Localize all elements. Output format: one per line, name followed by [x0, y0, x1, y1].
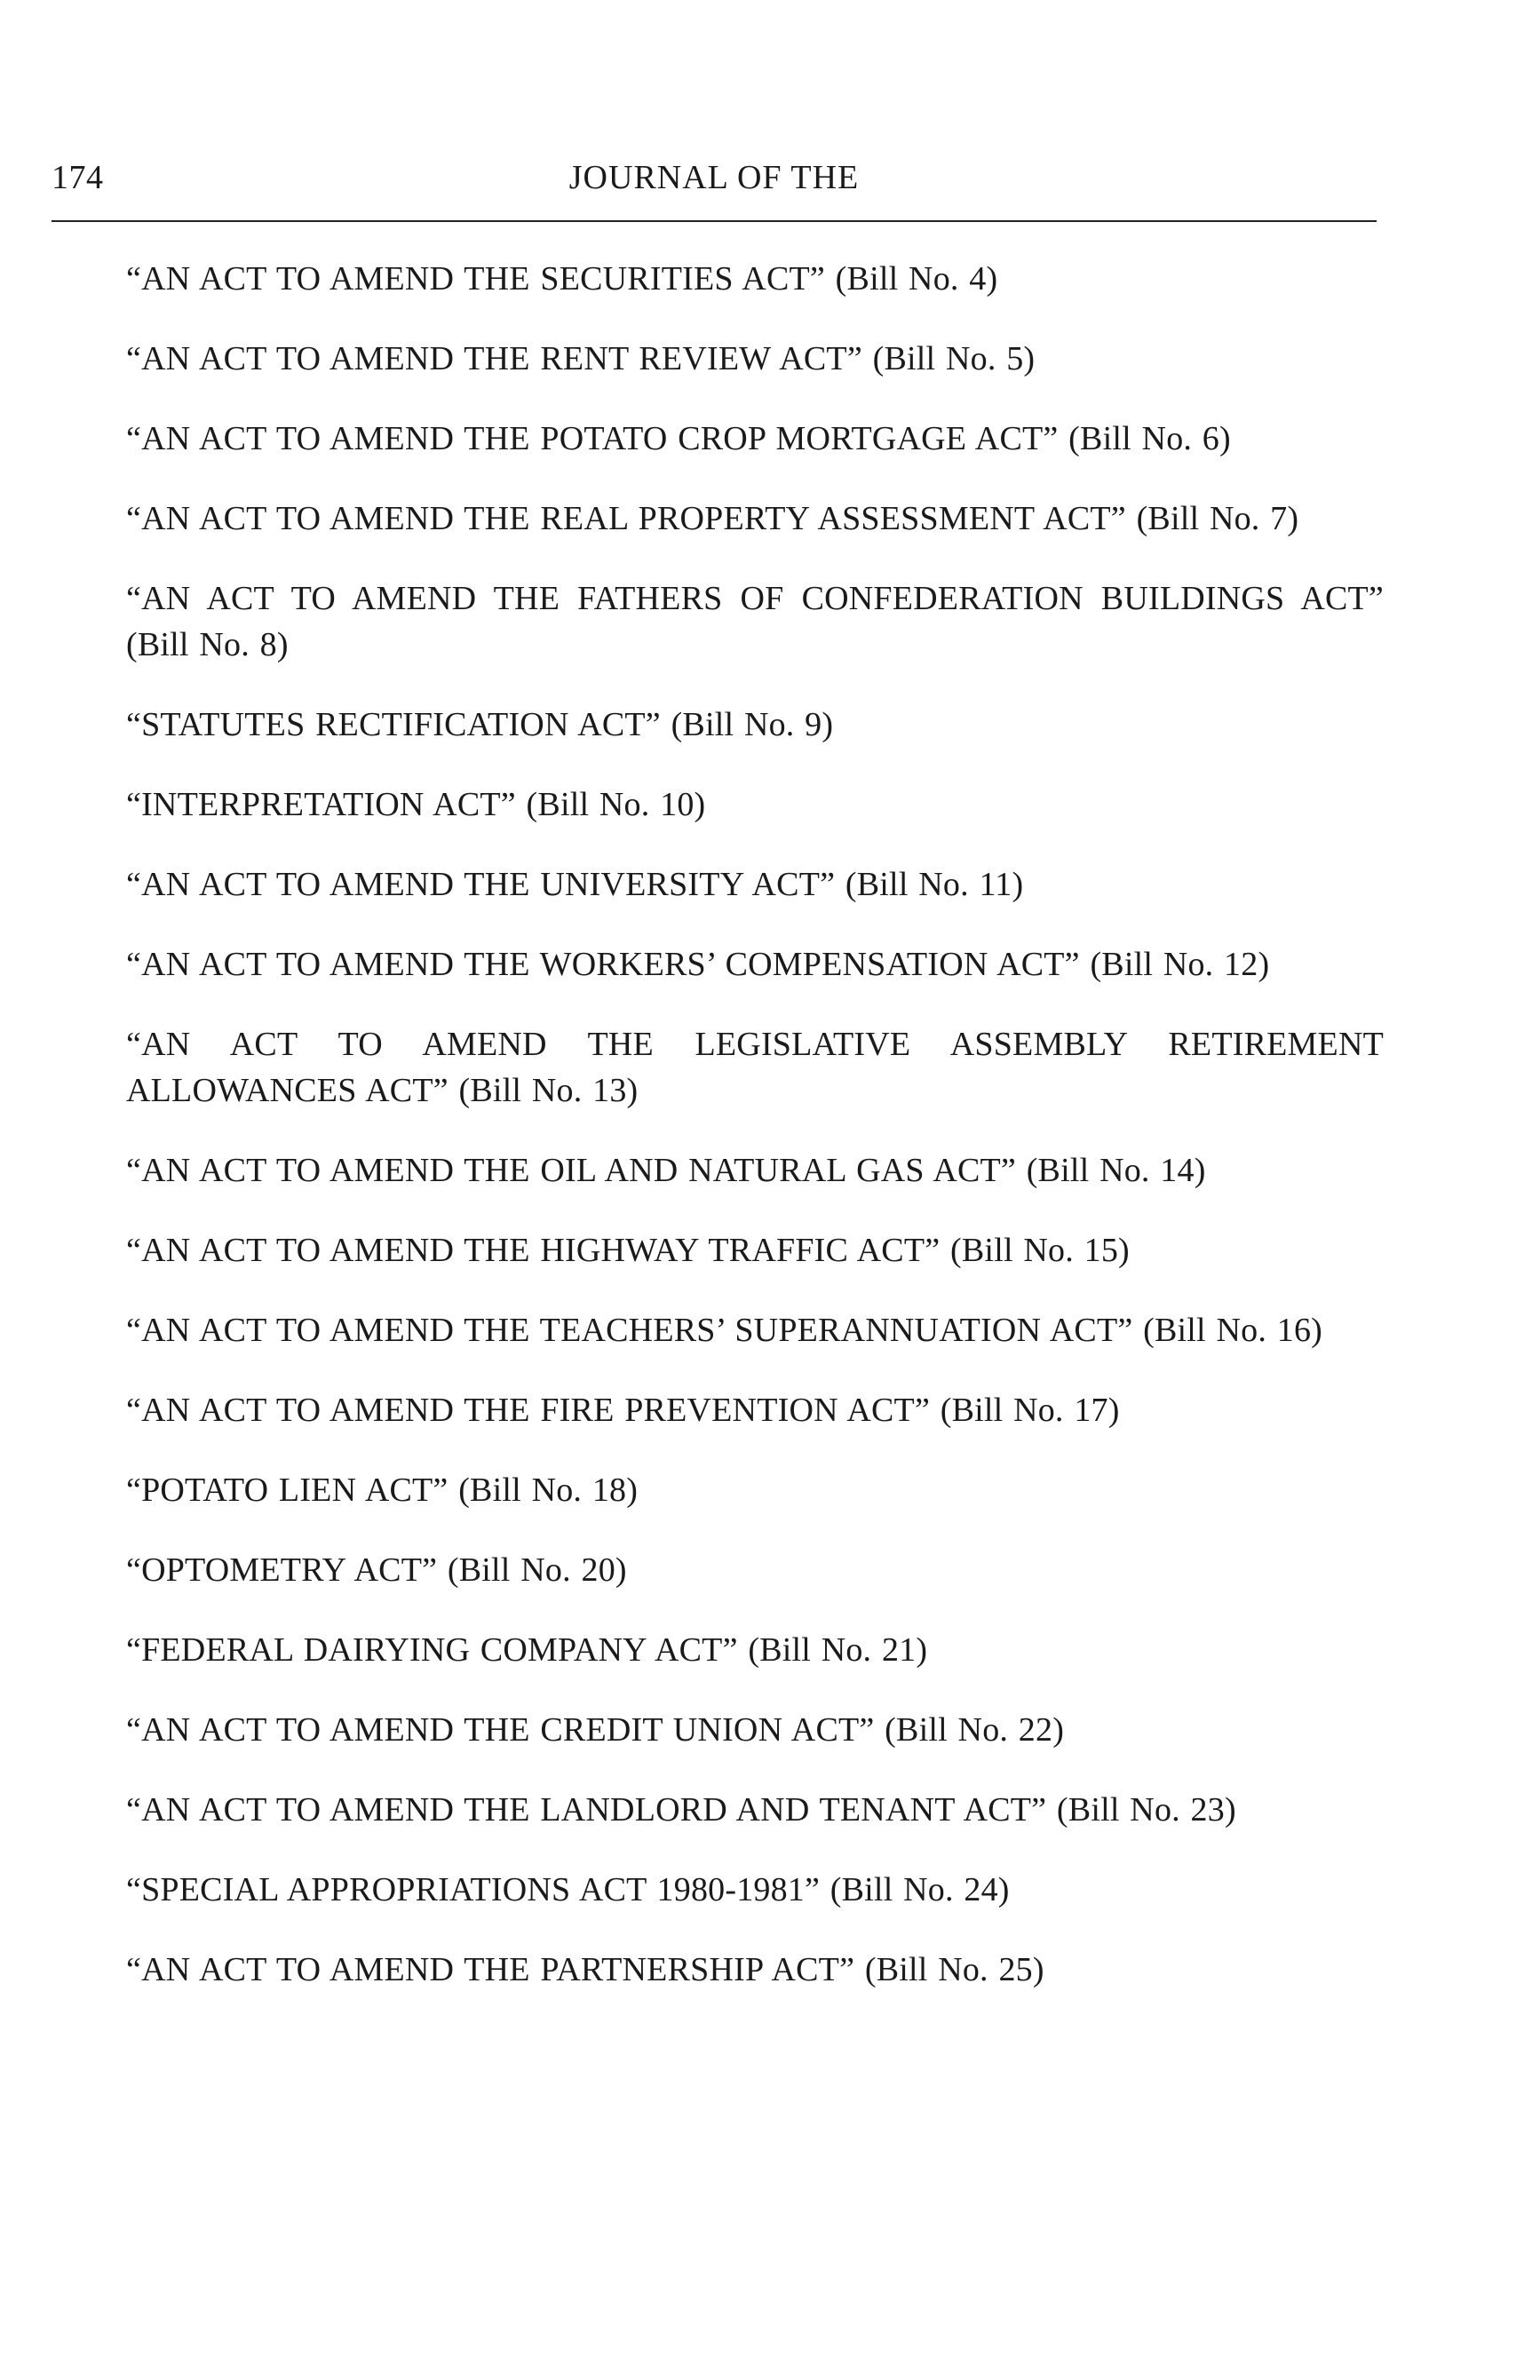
- bill-entry: “AN ACT TO AMEND THE PARTNERSHIP ACT” (Bill No. 25): [126, 1951, 1044, 1988]
- bill-entry: “AN ACT TO AMEND THE REAL PROPERTY ASSESSMENT ACT” (Bill No. 7): [126, 500, 1299, 537]
- bill-entry: “AN ACT TO AMEND THE WORKERS’ COMPENSATION ACT” (Bill No. 12): [126, 946, 1270, 983]
- bill-entry: “AN ACT TO AMEND THE SECURITIES ACT” (Bill No. 4): [126, 260, 998, 298]
- page-header: [52, 151, 1377, 204]
- bill-list: [126, 256, 1384, 2027]
- bill-entry: “AN ACT TO AMEND THE LANDLORD AND TENANT ACT” (Bill No. 23): [126, 1791, 1236, 1829]
- bill-entry: “INTERPRETATION ACT” (Bill No. 10): [126, 786, 706, 823]
- bill-entry: “AN ACT TO AMEND THE FIRE PREVENTION ACT” (Bill No. 17): [126, 1392, 1120, 1429]
- bill-entry: “AN ACT TO AMEND THE POTATO CROP MORTGAGE ACT” (Bill No. 6): [126, 420, 1231, 457]
- bill-entry: “AN ACT TO AMEND THE CREDIT UNION ACT” (Bill No. 22): [126, 1711, 1065, 1749]
- bill-entry: “POTATO LIEN ACT” (Bill No. 18): [126, 1472, 639, 1509]
- header-rule: [52, 220, 1377, 222]
- bill-entry: “AN ACT TO AMEND THE FATHERS OF CONFEDERATION BUILDINGS ACT” (Bill No. 8): [126, 580, 1384, 663]
- bill-entry: “AN ACT TO AMEND THE RENT REVIEW ACT” (Bill No. 5): [126, 340, 1036, 377]
- bill-entry: “OPTOMETRY ACT” (Bill No. 20): [126, 1551, 627, 1589]
- bill-entry: “STATUTES RECTIFICATION ACT” (Bill No. 9): [126, 706, 834, 743]
- bill-entry: “AN ACT TO AMEND THE OIL AND NATURAL GAS ACT” (Bill No. 14): [126, 1152, 1206, 1189]
- bill-entry: “AN ACT TO AMEND THE UNIVERSITY ACT” (Bill No. 11): [126, 866, 1024, 903]
- bill-entry: “AN ACT TO AMEND THE LEGISLATIVE ASSEMBLY RETIREMENT ALLOWANCES ACT” (Bill No. 13): [126, 1026, 1384, 1109]
- bill-entry: “AN ACT TO AMEND THE TEACHERS’ SUPERANNUATION ACT” (Bill No. 16): [126, 1312, 1323, 1349]
- bill-entry: “FEDERAL DAIRYING COMPANY ACT” (Bill No. 21): [126, 1631, 928, 1669]
- bill-entry: “AN ACT TO AMEND THE HIGHWAY TRAFFIC ACT” (Bill No. 15): [126, 1232, 1130, 1269]
- page-number: 174: [52, 159, 104, 196]
- running-head: JOURNAL OF THE: [568, 159, 860, 196]
- bill-entry: “SPECIAL APPROPRIATIONS ACT 1980-1981” (Bill No. 24): [126, 1871, 1010, 1908]
